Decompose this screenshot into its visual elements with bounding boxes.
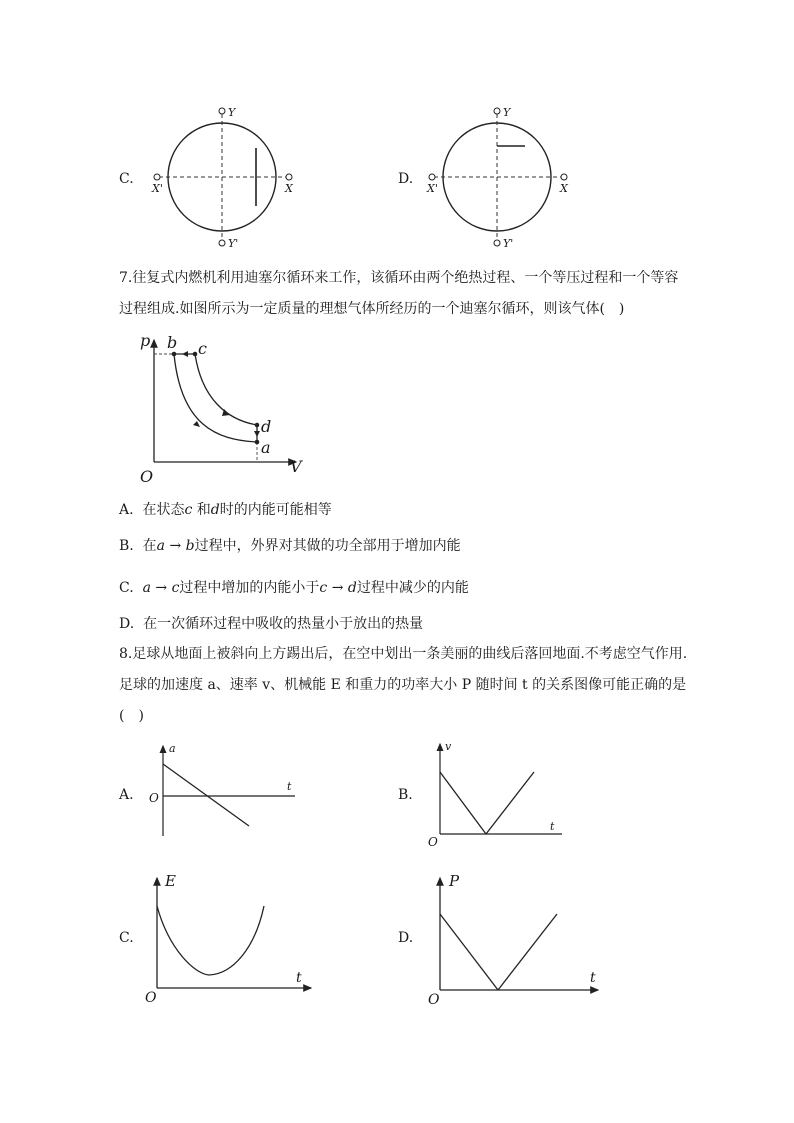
q7-option-c[interactable]: C. a → c过程中增加的内能小于c → d过程中减少的内能	[119, 580, 469, 596]
q8-graph-a	[145, 740, 305, 840]
q8-option-a-label: A.	[119, 787, 134, 803]
q6-option-c-figure	[150, 100, 300, 250]
x-axis-label: t	[550, 820, 555, 833]
y-axis-label: P	[449, 872, 460, 890]
axis-y-label: Y	[228, 106, 236, 119]
q7-option-d[interactable]: D. 在一次循环过程中吸收的热量小于放出的热量	[119, 616, 424, 632]
q8-graph-c	[143, 870, 318, 1005]
y-axis-label: E	[165, 872, 176, 890]
origin-label: O	[428, 835, 438, 849]
q8-option-b-label: B.	[398, 787, 413, 803]
v-axis-label: V	[290, 457, 302, 476]
q8-graph-b	[424, 738, 574, 848]
axis-x-label: X	[560, 182, 568, 195]
q8-graph-d	[426, 870, 606, 1008]
point-d-label: d	[261, 417, 272, 436]
origin-label: O	[428, 992, 440, 1008]
x-axis-label: t	[590, 970, 596, 986]
y-axis-label: a	[169, 742, 176, 755]
q8-stem-line-3: ( )	[119, 708, 144, 724]
q7-option-b[interactable]: B. 在a → b过程中，外界对其做的功全部用于增加内能	[119, 538, 461, 554]
q8-stem-line-2: 足球的加速度 a、速率 v、机械能 E 和重力的功率大小 P 随时间 t 的关系图像可能正确的是	[119, 677, 687, 693]
q6-option-c-label: C.	[119, 171, 134, 187]
q7-option-a[interactable]: A. 在状态c 和d时的内能可能相等	[119, 502, 332, 518]
point-a-label: a	[261, 438, 271, 457]
axis-x-label: X	[285, 182, 293, 195]
x-axis-label: t	[296, 970, 302, 986]
point-b-label: b	[167, 333, 178, 352]
q8-option-d-label: D.	[398, 930, 414, 946]
origin-label: O	[145, 990, 157, 1006]
origin-label: O	[140, 467, 154, 486]
point-c-label: c	[198, 339, 207, 358]
axis-y-neg-label: Y'	[503, 237, 514, 250]
q7-stem-line-2: 过程组成.如图所示为一定质量的理想气体所经历的一个迪塞尔循环，则该气体( )	[119, 301, 625, 317]
axis-x-neg-label: X'	[427, 182, 438, 195]
q8-stem-line-1: 8.足球从地面上被斜向上方踢出后，在空中划出一条美丽的曲线后落回地面.不考虑空气作用.	[119, 646, 688, 662]
q7-pv-diagram	[136, 330, 316, 490]
q8-option-c-label: C.	[119, 930, 134, 946]
y-axis-label: v	[445, 740, 452, 753]
q6-option-d-label: D.	[398, 171, 414, 187]
axis-y-neg-label: Y'	[228, 237, 239, 250]
x-axis-label: t	[287, 780, 292, 793]
axis-x-neg-label: X'	[152, 182, 163, 195]
q6-option-d-figure	[425, 100, 575, 250]
q7-stem-line-1: 7.往复式内燃机利用迪塞尔循环来工作，该循环由两个绝热过程、一个等压过程和一个等容	[119, 270, 679, 286]
p-axis-label: p	[140, 331, 151, 350]
axis-y-label: Y	[503, 106, 511, 119]
origin-label: O	[149, 791, 159, 805]
